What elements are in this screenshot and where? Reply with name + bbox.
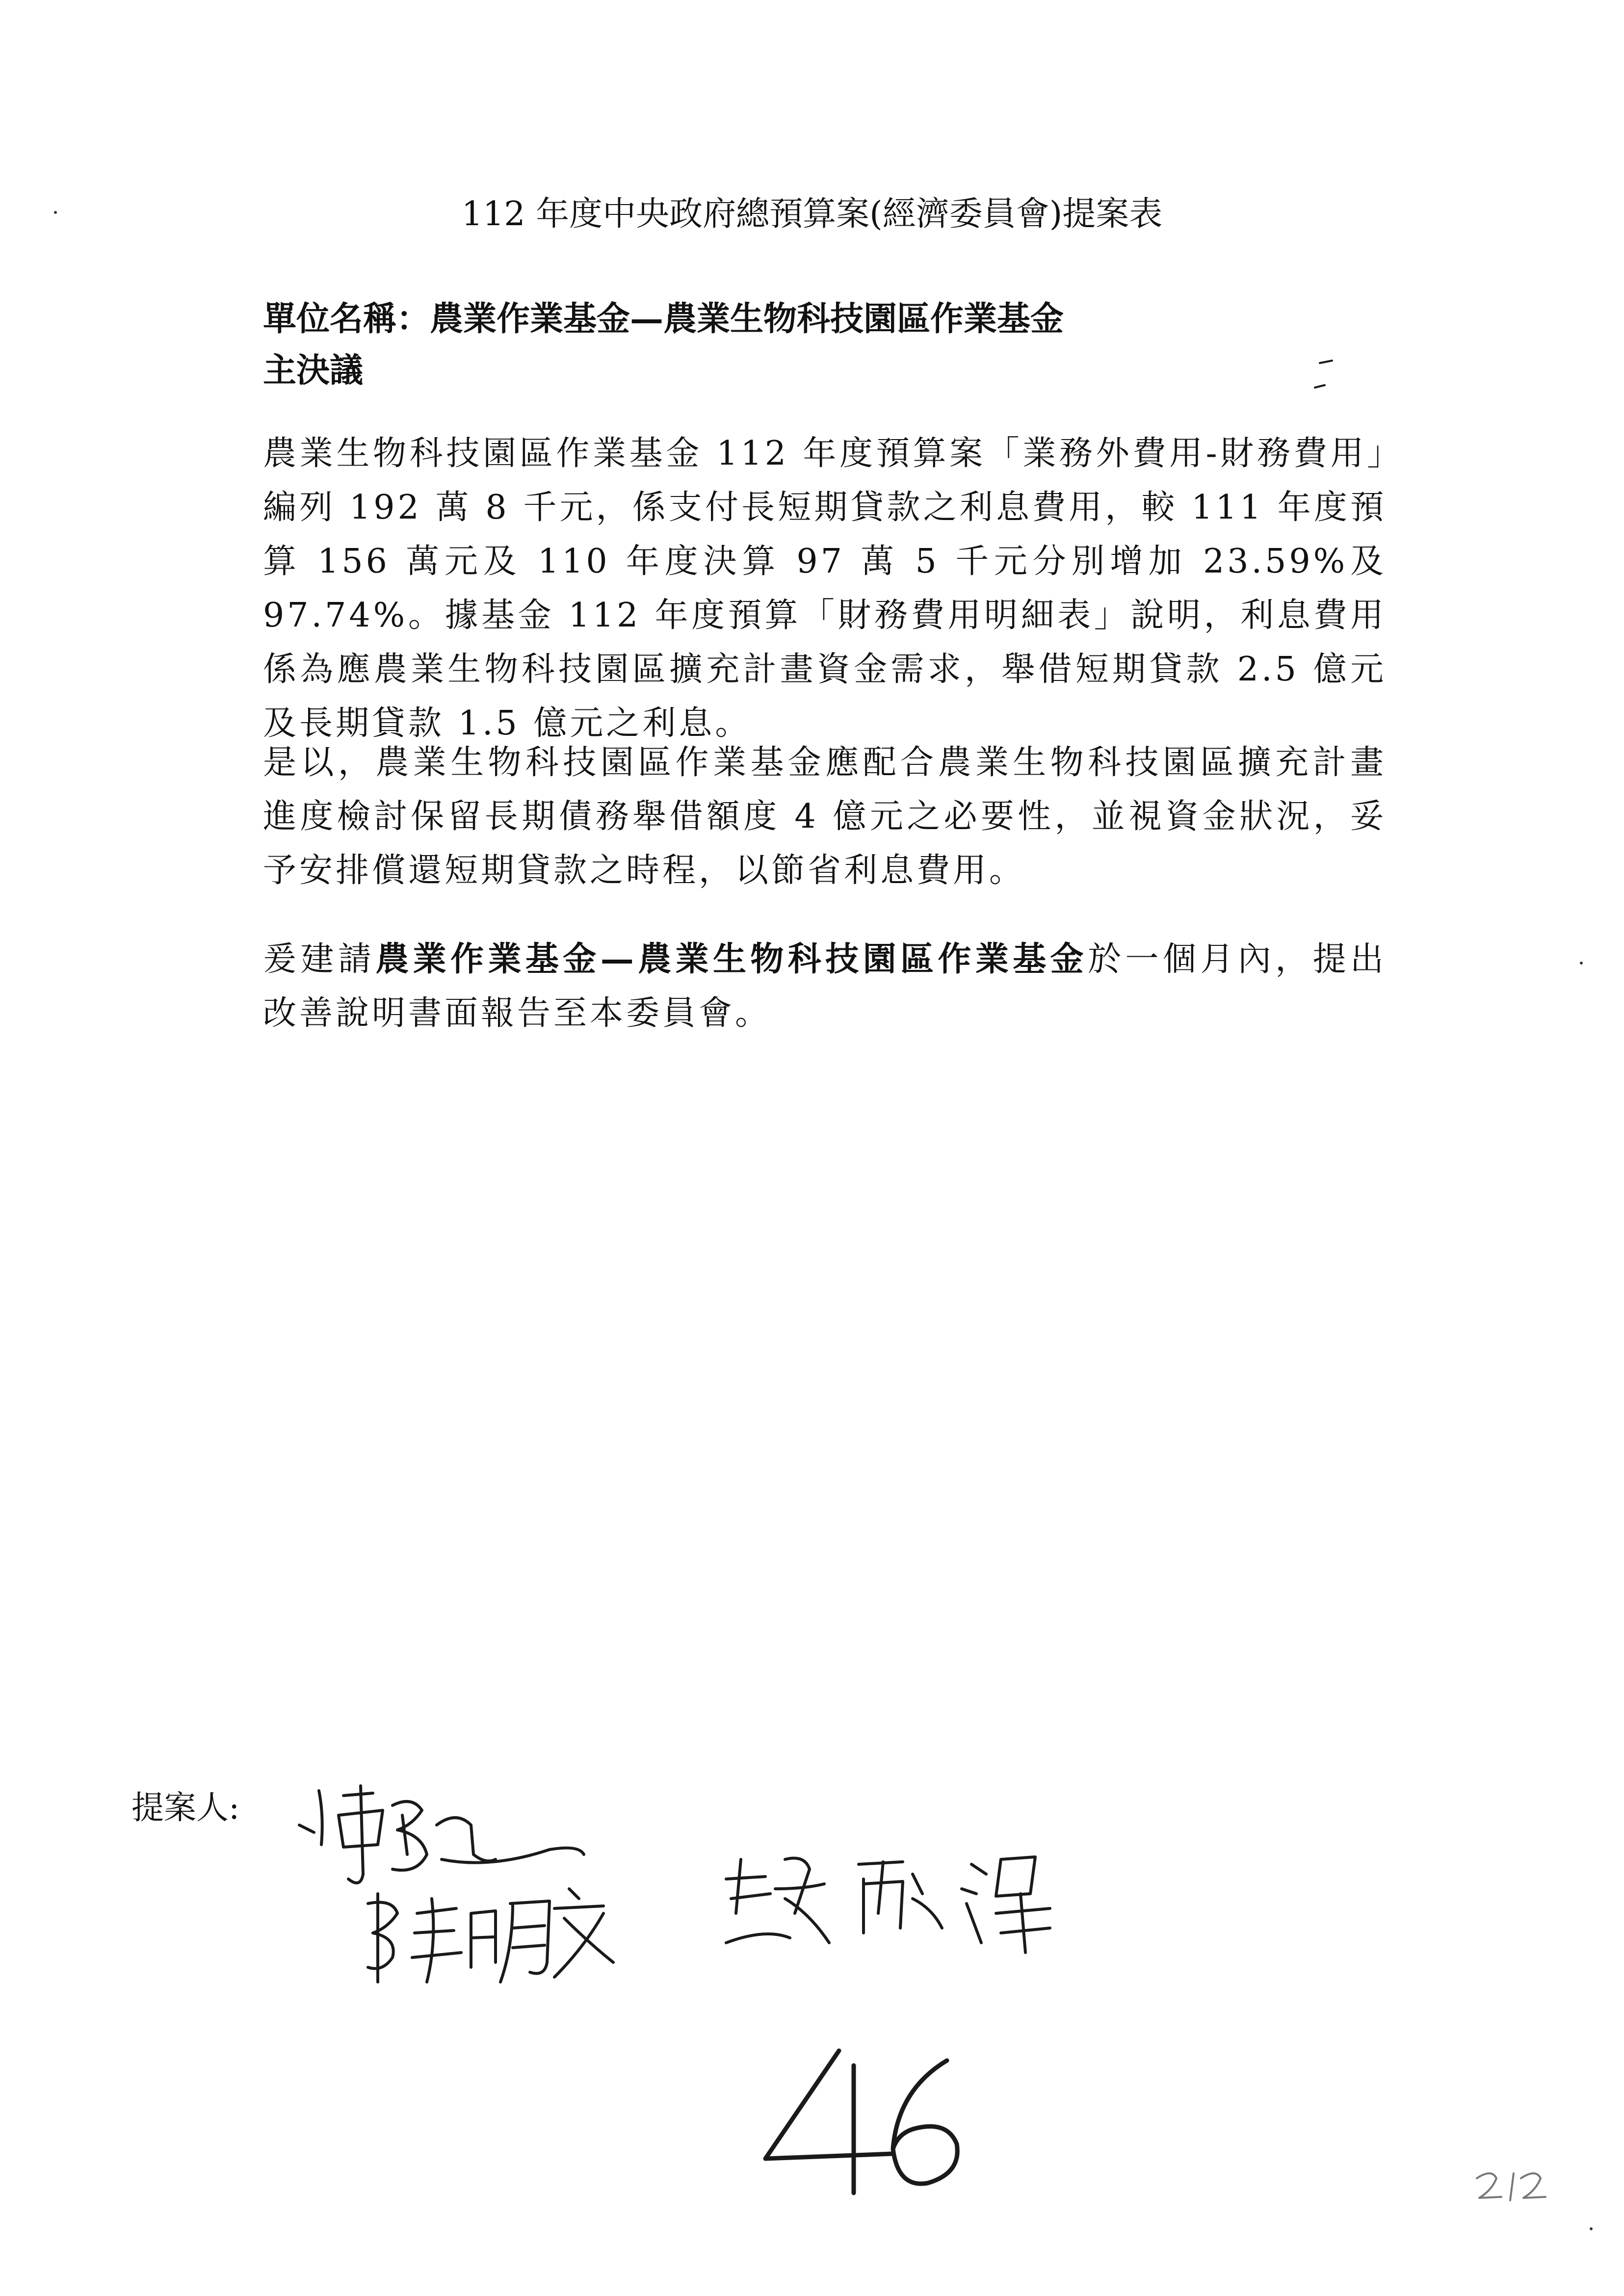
request-suffix: 於一個月內，提出改善說明書面報告至本委員會。 <box>263 940 1387 1033</box>
signature-2 <box>368 1889 613 1982</box>
unit-label: 單位名稱： <box>263 299 430 339</box>
page-mark-212 <box>1477 2173 1545 2200</box>
page-title: 112 年度中央政府總預算案(經濟委員會)提案表 <box>461 195 1163 234</box>
request-prefix: 爰建請 <box>263 940 376 979</box>
unit-name: 農業作業基金—農業生物科技園區作業基金 <box>430 299 1064 339</box>
body-paragraph-1: 農業生物科技園區作業基金 112 年度預算案「業務外費用-財務費用」編列 192 萬 8 千元，係支付長短期貸款之利息費用，較 111 年度預算 156 萬元及 110 年度決算 97 萬 5 千元分別增加 23.59%及 97.74%。據基金 112 年度預算「財務費用明細表」說明，利息費用係為應農業生物科技園區擴充計畫資金需求，舉借短期貸款 2.5 億元及長期貸款 1.5 億元之利息。 <box>263 434 1387 743</box>
signature-3 <box>726 1857 1050 1953</box>
request-fund-name: 農業作業基金—農業生物科技園區作業基金 <box>375 939 1088 979</box>
resolution-heading: 主決議 <box>263 351 364 390</box>
signature-1 <box>299 1786 584 1883</box>
request-paragraph <box>263 932 1387 1041</box>
proposal-number-46 <box>765 2051 957 2193</box>
margin-tick-marks <box>1315 361 1332 388</box>
scan-speck <box>54 211 57 214</box>
unit-name-line <box>263 294 1064 343</box>
scan-speck <box>1590 2227 1593 2230</box>
proposer-label: 提案人: <box>131 1789 240 1826</box>
scan-speck <box>1580 962 1583 965</box>
body-paragraph-2: 是以，農業生物科技園區作業基金應配合農業生物科技園區擴充計畫進度檢討保留長期債務舉借額度 4 億元之必要性，並視資金狀況，妥予安排償還短期貸款之時程，以節省利息費用。 <box>263 743 1387 890</box>
